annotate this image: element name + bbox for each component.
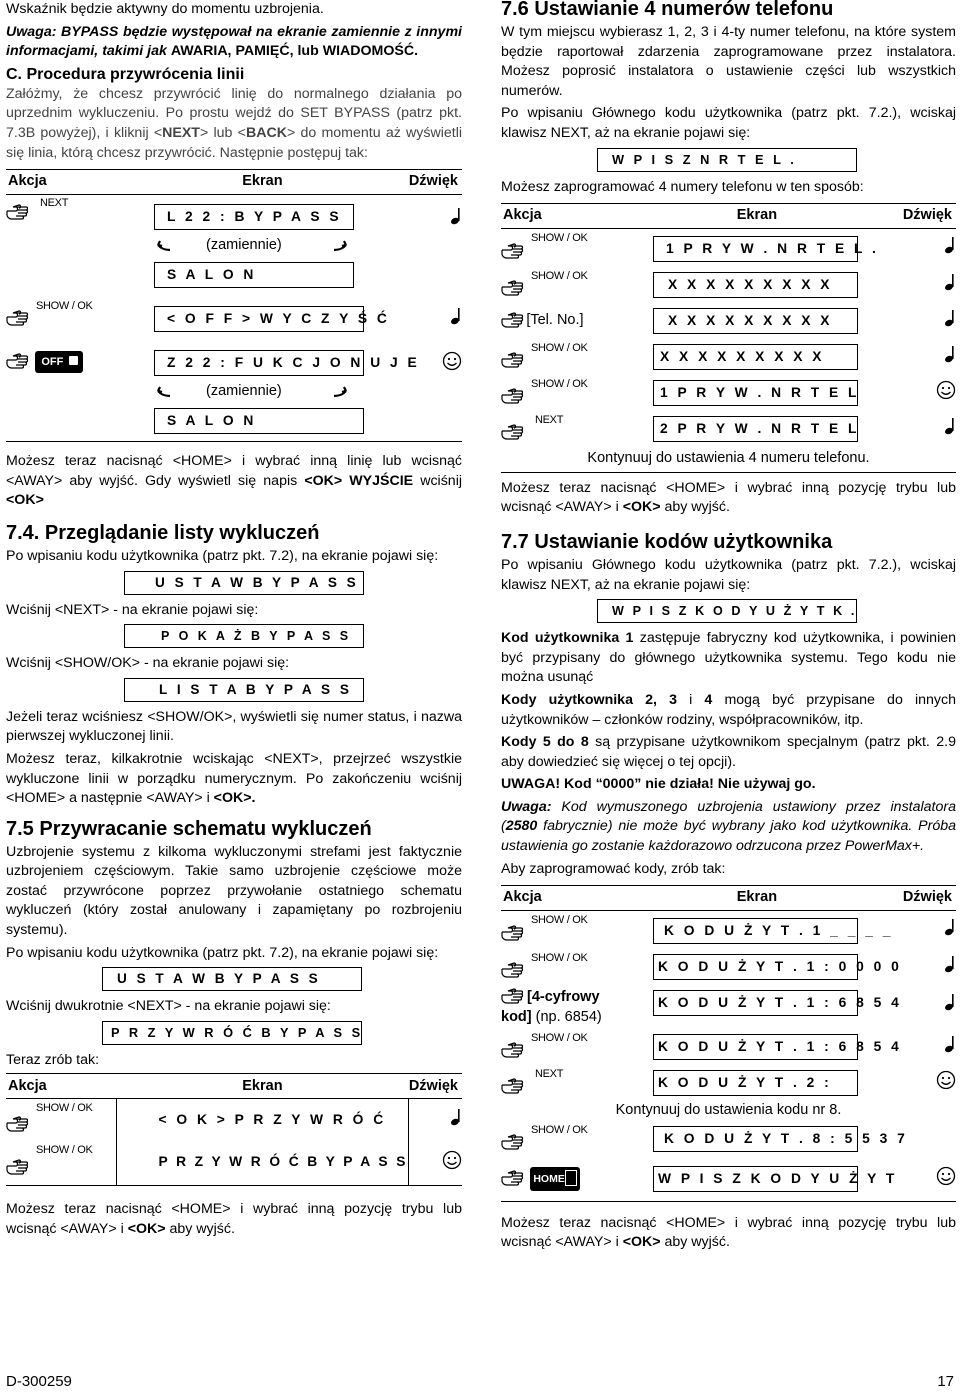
show-ok-button[interactable]: SHOW / OK [36, 1144, 93, 1157]
table-row [6, 341, 462, 442]
phone-exit-note: Możesz teraz nacisnąć <HOME> i wybrać inną pozycję trybu lub wcisnąć <AWAY> i <OK> aby wyjść. [501, 479, 956, 516]
table-row [501, 911, 956, 950]
show-ok-button[interactable]: SHOW / OK [531, 952, 588, 965]
beep-note-icon [944, 1035, 956, 1053]
table-row: [4-cyfrowy kod] (np. 6854) K O D U Ż Y T . 1 : 6 8 5 4 [501, 985, 956, 1029]
beep-note-icon [944, 273, 956, 291]
happy-tune-icon [936, 1166, 956, 1186]
hand-press-icon [6, 1116, 32, 1134]
user-code-1-note: Kod użytkownika 1 zastępuje fabryczny kod użytkownika, i powinien być przypisany do głównego użytkownika systemu. Tego kodu nie można usunąć [501, 630, 956, 686]
hand-press-icon [6, 204, 32, 222]
show-ok-button[interactable]: SHOW / OK [531, 378, 588, 391]
restore-scheme-table [6, 1073, 462, 1186]
restore-scheme-exit-note: Możesz teraz nacisnąć <HOME> i wybrać inną pozycję trybu lub wcisnąć <AWAY> i <OK> aby wyjść. [6, 1201, 462, 1238]
table-row [501, 949, 956, 985]
beep-note-icon [944, 918, 956, 936]
lcd-restore-bypass: P R Z Y W R Ó Ć B Y P A S S [102, 1021, 362, 1045]
show-ok-button[interactable]: SHOW / OK [531, 270, 588, 283]
lcd-set-bypass: U S T A W B Y P A S S [124, 571, 364, 595]
codes-intro: Aby zaprogramować kody, zrób tak: [501, 860, 726, 877]
lcd-screen: 1 P R Y W . N R T E L [653, 380, 858, 406]
next-button[interactable]: NEXT [535, 414, 564, 427]
hand-press-icon [501, 424, 527, 442]
col-header-sound: Dźwięk [409, 1074, 462, 1099]
lcd-screen: X X X X X X X X X [653, 344, 858, 370]
beep-note-icon [944, 417, 956, 435]
show-ok-button[interactable]: SHOW / OK [531, 232, 588, 245]
beep-note-icon [944, 993, 956, 1011]
col-header-screen: Ekran [116, 170, 409, 195]
hand-press-icon [501, 1170, 527, 1188]
hand-press-icon [501, 388, 527, 406]
alternating-arrow-icon [332, 238, 352, 254]
lcd-screen: K O D U Ż Y T . 1 : 0 0 0 0 [653, 954, 858, 980]
lcd-screen: X X X X X X X X X [653, 308, 858, 334]
phone-numbers-table [501, 203, 956, 473]
section-75-intro: Po wpisaniu kodu użytkownika (patrz pkt. 7.2), na ekranie pojawi się: [6, 944, 439, 961]
show-ok-button[interactable]: SHOW / OK [531, 342, 588, 355]
bypass-indicator-note: Wskaźnik będzie aktywny do momentu uzbrojenia. [6, 1, 324, 17]
alternating-label: (zamiennie) [206, 237, 282, 254]
show-ok-button[interactable]: SHOW / OK [36, 300, 93, 313]
beep-note-icon [450, 1108, 462, 1126]
lcd-enter-codes: W P I S Z K O D Y U Ż Y T K . [597, 599, 857, 623]
section-76-body: W tym miejscu wybierasz 1, 2, 3 i 4-ty numer telefonu, na które system będzie raportował zdarzenia zaprogramowane przez instalatora. Możesz poprosić instalatora o ustawienie części lub wszystkich numerów. [501, 24, 956, 99]
next-button[interactable]: NEXT [40, 197, 69, 210]
user-code-2-4-note: Kody użytkownika 2, 3 i 4 mogą być przypisane do innych użytkowników – członków rodziny, współpracowników, itp. [501, 691, 956, 728]
user-codes-table [501, 885, 956, 1202]
alternating-arrow-icon [332, 384, 352, 400]
lcd-screen: W P I S Z K O D Y U Ż Y T [653, 1166, 858, 1192]
unlock-icon [69, 356, 78, 365]
hand-press-icon [501, 352, 527, 370]
page-number: 17 [937, 1373, 954, 1390]
col-header-sound: Dźwięk [903, 886, 956, 911]
happy-tune-icon [442, 1150, 462, 1170]
col-header-sound: Dźwięk [903, 204, 956, 229]
lcd-show-bypass: P O K A Ż B Y P A S S [124, 624, 364, 648]
happy-tune-icon [936, 1070, 956, 1090]
lcd-screen: K O D U Ż Y T . 1 _ _ _ _ [653, 918, 858, 944]
lcd-screen: K O D U Ż Y T . 2 : [653, 1070, 858, 1096]
section-77-intro: Po wpisaniu Głównego kodu użytkownika (patrz pkt. 7.2.), wciskaj klawisz NEXT, aż na ekranie pojawi się: [501, 556, 956, 593]
phone-programming-intro: Możesz zaprogramować 4 numery telefonu w ten sposób: [501, 178, 864, 195]
lcd-set-bypass: U S T A W B Y P A S S [102, 967, 362, 991]
duress-code-note: Uwaga: Kod wymuszonego uzbrojenia ustawiony przez instalatora (2580 fabrycznie) nie może być wybrany jako kod użytkownika. Próba ustawienia go zostanie każdorazowo odrzucona przez PowerMax+. [501, 798, 956, 855]
table-row [501, 303, 956, 339]
show-ok-button[interactable]: SHOW / OK [531, 1032, 588, 1045]
col-header-action: Akcja [6, 170, 116, 195]
left-column [6, 0, 462, 1243]
hand-press-icon [501, 1042, 527, 1060]
next-button[interactable]: NEXT [535, 1068, 564, 1081]
table-row [501, 1121, 956, 1157]
hand-press-icon [6, 310, 32, 328]
alternating-label: (zamiennie) [206, 383, 282, 400]
col-header-screen: Ekran [116, 1074, 409, 1099]
table-row [501, 1029, 956, 1065]
beep-note-icon [450, 207, 462, 225]
section-c-body: Załóżmy, że chcesz przywrócić linię do normalnego działania po uprzednim wykluczeniu. Po prostu wejdź do SET BYPASS (patrz pkt. 7.3B powyżej), i kliknij <NEXT> lub <BACK> do momentu aż wyświetli się linia, którą chcesz przywrócić. Następnie postępuj tak: [6, 85, 462, 161]
section-74-title: 7.4. Przeglądanie listy wykluczeń [6, 521, 320, 544]
user-code-5-8-note: Kody 5 do 8 są przypisane użytkownikom specjalnym (patrz pkt. 2.9 aby dowiedzieć się więcej o tej opcji). [501, 734, 956, 770]
off-key-button[interactable]: OFF [35, 351, 83, 373]
home-key-button[interactable]: HOME [530, 1167, 580, 1191]
hand-press-icon [6, 353, 32, 371]
beep-note-icon [450, 307, 462, 325]
col-header-screen: Ekran [611, 886, 903, 911]
section-c-title: C. Procedura przywrócenia linii [6, 65, 245, 83]
continue-note: Kontynuuj do ustawienia kodu nr 8. [615, 1102, 842, 1119]
document-id: D-300259 [6, 1373, 72, 1390]
lcd-bypass-list: L I S T A B Y P A S S [124, 678, 364, 702]
continue-note: Kontynuuj do ustawienia 4 numeru telefonu. [501, 447, 956, 472]
hand-press-icon [501, 243, 527, 261]
warning-0000: UWAGA! Kod “0000” nie działa! Nie używaj go. [501, 776, 816, 793]
do-this-label: Teraz zrób tak: [6, 1051, 100, 1068]
table-row [6, 297, 462, 341]
table-row [501, 447, 956, 472]
table-row [6, 1099, 462, 1142]
lcd-screen: K O D U Ż Y T . 1 : 6 8 5 4 [653, 1034, 858, 1060]
table-row [501, 1157, 956, 1202]
happy-tune-icon [442, 351, 462, 371]
hand-press-icon [501, 962, 527, 980]
lcd-screen: L 2 2 : B Y P A S S [154, 204, 354, 230]
beep-note-icon [944, 236, 956, 254]
section-74-intro: Po wpisaniu kodu użytkownika (patrz pkt. 7.2), na ekranie pojawi się: [6, 547, 439, 564]
hand-press-icon [501, 925, 527, 943]
lcd-screen: 1 P R Y W . N R T E L . [653, 236, 858, 262]
table-row [6, 195, 462, 298]
section-75-body: Uzbrojenie systemu z kilkoma wykluczonymi strefami jest faktycznie uzbrojeniem częściowym. Takie samo uzbrojenie częściowe może zostać przywrócone poprzez przywołanie ostatniego schematu wykluczeń (który został anulowany i zapamiętany po rozbrojeniu systemu). [6, 843, 462, 939]
right-column [501, 0, 956, 1256]
alternating-arrow-icon [154, 238, 176, 254]
hand-press-icon [501, 280, 527, 298]
lcd-screen: P R Z Y W R Ó Ć B Y P A S S [158, 1154, 408, 1170]
beep-note-icon [944, 345, 956, 363]
lcd-screen: < O K > P R Z Y W R Ó Ć [158, 1112, 387, 1128]
house-icon [565, 1170, 577, 1186]
hand-press-icon [501, 312, 527, 330]
table-row [501, 411, 956, 447]
hand-press-icon [501, 988, 527, 1006]
restore-zone-table [6, 169, 462, 442]
show-ok-button[interactable]: SHOW / OK [531, 914, 588, 927]
table-row [6, 1141, 462, 1186]
phone-number-entry[interactable]: [Tel. No.] [526, 312, 584, 329]
table-row [501, 375, 956, 411]
lcd-screen: X X X X X X X X X [653, 272, 858, 298]
hand-press-icon [501, 1078, 527, 1096]
table-row [501, 1065, 956, 1101]
table-row [501, 229, 956, 268]
section-77-title: 7.7 Ustawianie kodów użytkownika [501, 530, 833, 553]
bypass-display-note: Uwaga: BYPASS będzie występował na ekranie zamiennie z innymi informacjami, takimi jak AWARIA, PAMIĘĆ, lub WIADOMOŚĆ. [6, 23, 462, 60]
hand-press-icon [6, 1159, 32, 1177]
section-75-title: 7.5 Przywracanie schematu wykluczeń [6, 817, 372, 840]
lcd-screen: K O D U Ż Y T . 8 : 5 5 3 7 [653, 1126, 858, 1152]
lcd-screen: Z 2 2 : F U K C J O N U J E [154, 350, 364, 376]
lcd-enter-phone: W P I S Z N R T E L . [597, 148, 857, 172]
alternating-arrow-icon [154, 384, 176, 400]
hand-press-icon [501, 1134, 527, 1152]
table-row [501, 267, 956, 303]
bypass-list-note: Jeżeli teraz wciśniesz <SHOW/OK>, wyświetli się numer status, i nazwa pierwszej wykluczonej linii. [6, 708, 462, 745]
lcd-screen: < O F F > W Y C Z Y Ś Ć [154, 306, 364, 332]
lcd-screen: K O D U Ż Y T . 1 : 6 8 5 4 [653, 990, 858, 1016]
show-ok-button[interactable]: SHOW / OK [36, 1102, 93, 1115]
instruction-double-next: Wciśnij dwukrotnie <NEXT> - na ekranie pojawi się: [6, 998, 331, 1015]
beep-note-icon [944, 955, 956, 973]
code-digit-entry[interactable]: [4-cyfrowy kod] [501, 989, 600, 1026]
col-header-action: Akcja [6, 1074, 116, 1099]
codes-exit-note: Możesz teraz nacisnąć <HOME> i wybrać inną pozycję trybu lub wcisnąć <AWAY> i <OK> aby wyjść. [501, 1214, 956, 1251]
lcd-screen: 2 P R Y W . N R T E L [653, 416, 858, 442]
instruction-show-ok: Wciśnij <SHOW/OK> - na ekranie pojawi się: [6, 655, 290, 672]
beep-note-icon [944, 309, 956, 327]
lcd-screen: S A L O N [154, 262, 354, 288]
happy-tune-icon [936, 380, 956, 400]
col-header-screen: Ekran [611, 204, 903, 229]
table-row [501, 339, 956, 375]
col-header-action: Akcja [501, 886, 611, 911]
instruction-next: Wciśnij <NEXT> - na ekranie pojawi się: [6, 601, 259, 618]
restore-exit-note: Możesz teraz nacisnąć <HOME> i wybrać inną linię lub wcisnąć <AWAY> aby wyjść. Gdy wyświetl się napis <OK> WYJŚCIE wciśnij <OK> [6, 453, 463, 509]
bypass-browse-note: Możesz teraz, kilkakrotnie wciskając <NEXT>, przejrzeć wszystkie wykluczone linii w porządku numerycznym. Po zakończeniu wciśnij <HOME> a następnie <AWAY> i <OK>. [6, 750, 462, 807]
col-header-sound: Dźwięk [409, 170, 462, 195]
lcd-screen: S A L O N [154, 408, 364, 434]
col-header-action: Akcja [501, 204, 611, 229]
show-ok-button[interactable]: SHOW / OK [531, 1123, 588, 1136]
section-76-title: 7.6 Ustawianie 4 numerów telefonu [501, 0, 834, 20]
table-row [501, 1101, 956, 1121]
section-76-intro: Po wpisaniu Głównego kodu użytkownika (patrz pkt. 7.2.), wciskaj klawisz NEXT, aż na ekranie pojawi się: [501, 105, 956, 141]
